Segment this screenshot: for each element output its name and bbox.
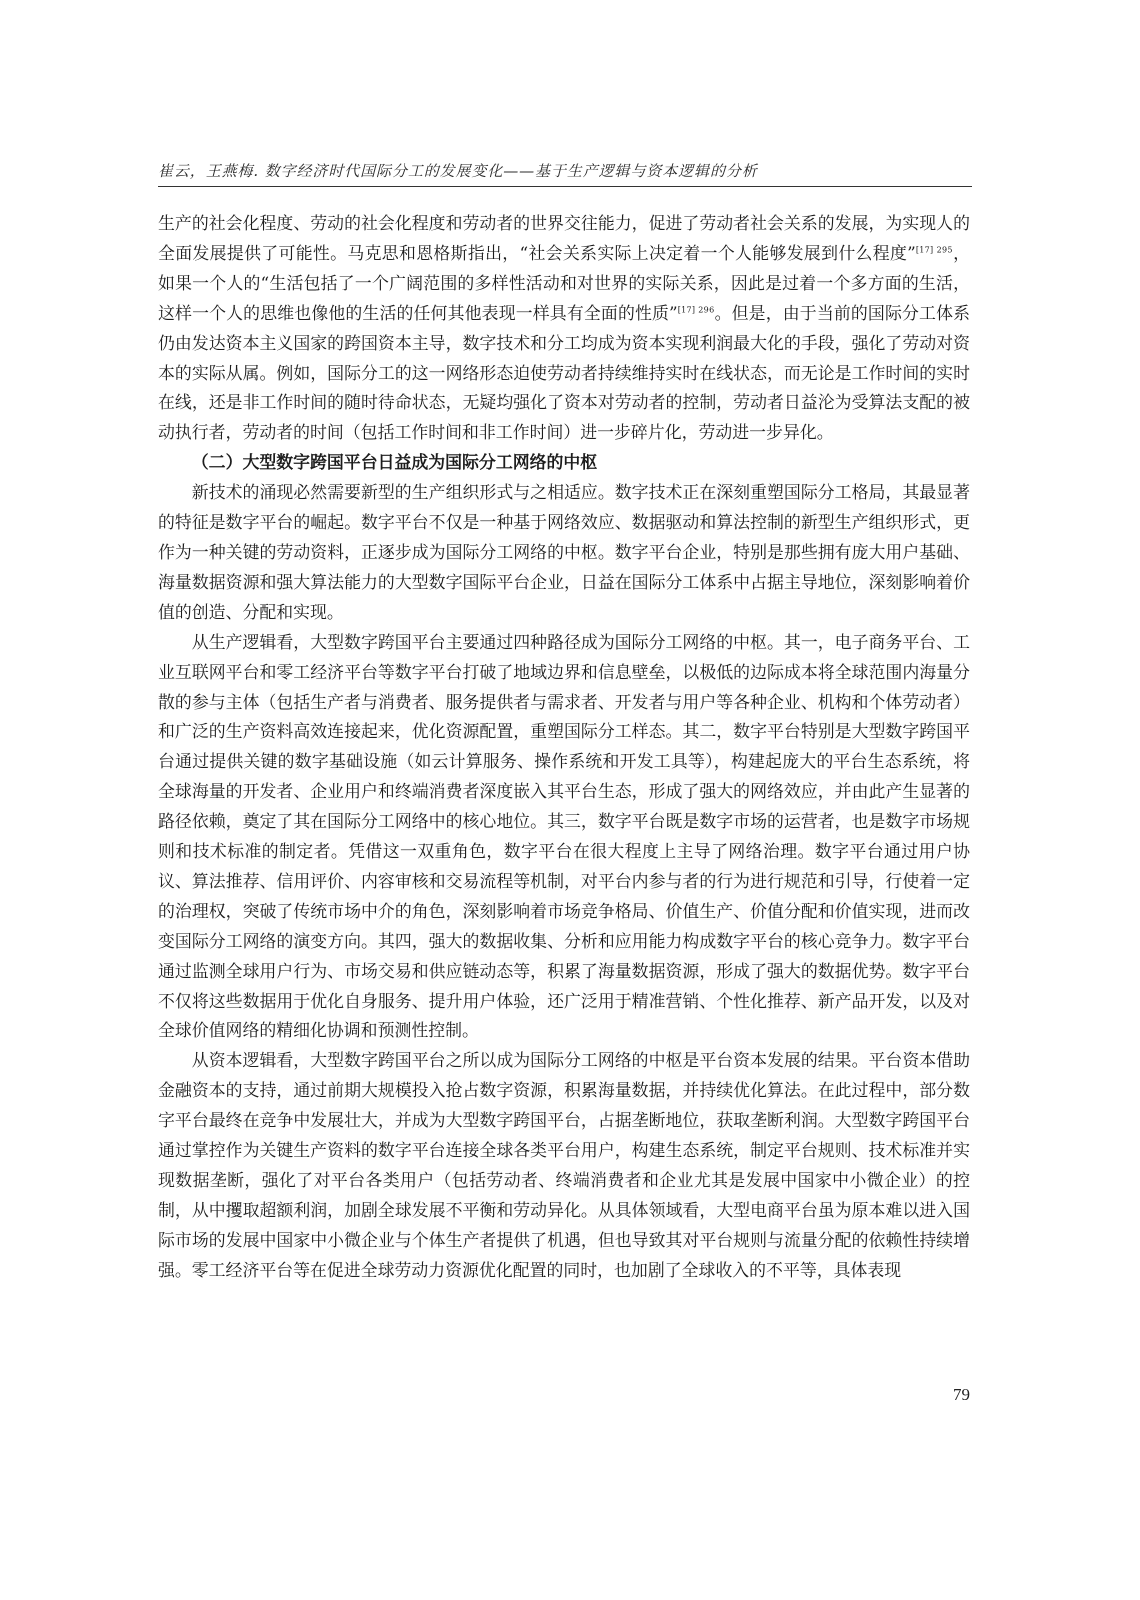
paragraph-4: 从资本逻辑看，大型数字跨国平台之所以成为国际分工网络的中枢是平台资本发展的结果。平台资本借助金融资本的支持，通过前期大规模投入抢占数字资源，积累海量数据，并持续优化算法。在此过程中，部分数字平台最终在竞争中发展壮大，并成为大型数字跨国平台，占据垄断地位，获取垄断利润。大型数字跨国平台通过掌控作为关键生产资料的数字平台连接全球各类平台用户，构建生态系统，制定平台规则、技术标准并实现数据垄断，强化了对平台各类用户（包括劳动者、终端消费者和企业尤其是发展中国家中小微企业）的控制，从中攫取超额利润，加剧全球发展不平衡和劳动异化。从具体领域看，大型电商平台虽为原本难以进入国际市场的发展中国家中小微企业与个体生产者提供了机遇，但也导致其对平台规则与流量分配的依赖性持续增强。零工经济平台等在促进全球劳动力资源优化配置的同时，也加剧了全球收入的不平等，具体表现	[158, 1050, 970, 1280]
paragraph-1-part-3: 。但是，由于当前的国际分工体系仍由发达资本主义国家的跨国资本主导，数字技术和分工均成为资本实现利润最大化的手段，强化了劳动对资本的实际从属。例如，国际分工的这一网络形态迫使劳动者持续维持实时在线状态，而无论是工作时间的实时在线，还是非工作时间的随时待命状态，无疑均强化了资本对劳动者的控制，劳动者日益沦为受算法支配的被动执行者，劳动者的时间（包括工作时间和非工作时间）进一步碎片化，劳动进一步异化。	[158, 302, 970, 443]
paragraph-1	[158, 209, 970, 448]
paragraph-1-part-2: ，如果一个人的“生活包括了一个广阔范围的多样性活动和对世界的实际关系，因此是过着一个多方面的生活，这样一个人的思维也像他的生活的任何其他表现一样具有全面的性质”	[158, 242, 970, 323]
section-heading: （二）大型数字跨国平台日益成为国际分工网络的中枢	[191, 452, 598, 473]
paragraph-2: 新技术的涌现必然需要新型的生产组织形式与之相适应。数字技术正在深刻重塑国际分工格局，其最显著的特征是数字平台的崛起。数字平台不仅是一种基于网络效应、数据驱动和算法控制的新型生产组织形式，更作为一种关键的劳动资料，正逐步成为国际分工网络的中枢。数字平台企业，特别是那些拥有庞大用户基础、海量数据资源和强大算法能力的大型数字国际平台企业，日益在国际分工体系中占据主导地位，深刻影响着价值的创造、分配和实现。	[158, 482, 970, 622]
page-number: 79	[953, 1385, 970, 1404]
citation-17-296[interactable]: [17] 296	[677, 305, 715, 315]
header-rule	[158, 186, 972, 187]
citation-17-295[interactable]: [17] 295	[915, 245, 953, 255]
running-header: 崔云，王燕梅. 数字经济时代国际分工的发展变化——基于生产逻辑与资本逻辑的分析	[158, 162, 758, 180]
paragraph-3: 从生产逻辑看，大型数字跨国平台主要通过四种路径成为国际分工网络的中枢。其一，电子商务平台、工业互联网平台和零工经济平台等数字平台打破了地域边界和信息壁垒，以极低的边际成本将全球范围内海量分散的参与主体（包括生产者与消费者、服务提供者与需求者、开发者与用户等各种企业、机构和个体劳动者）和广泛的生产资料高效连接起来，优化资源配置，重塑国际分工样态。其二，数字平台特别是大型数字跨国平台通过提供关键的数字基础设施（如云计算服务、操作系统和开发工具等），构建起庞大的平台生态系统，将全球海量的开发者、企业用户和终端消费者深度嵌入其平台生态，形成了强大的网络效应，并由此产生显著的路径依赖，奠定了其在国际分工网络中的核心地位。其三，数字平台既是数字市场的运营者，也是数字市场规则和技术标准的制定者。凭借这一双重角色，数字平台在很大程度上主导了网络治理。数字平台通过用户协议、算法推荐、信用评价、内容审核和交易流程等机制，对平台内参与者的行为进行规范和引导，行使着一定的治理权，突破了传统市场中介的角色，深刻影响着市场竞争格局、价值生产、价值分配和价值实现，进而改变国际分工网络的演变方向。其四，强大的数据收集、分析和应用能力构成数字平台的核心竞争力。数字平台通过监测全球用户行为、市场交易和供应链动态等，积累了海量数据资源，形成了强大的数据优势。数字平台不仅将这些数据用于优化自身服务、提升用户体验，还广泛用于精准营销、个性化推荐、新产品开发，以及对全球价值网络的精细化协调和预测性控制。	[158, 631, 970, 1041]
article-body	[158, 209, 970, 1286]
paragraph-1-part-1: 生产的社会化程度、劳动的社会化程度和劳动者的世界交往能力，促进了劳动者社会关系的发展，为实现人的全面发展提供了可能性。马克思和恩格斯指出，“社会关系实际上决定着一个人能够发展到什么程度”	[158, 213, 970, 263]
